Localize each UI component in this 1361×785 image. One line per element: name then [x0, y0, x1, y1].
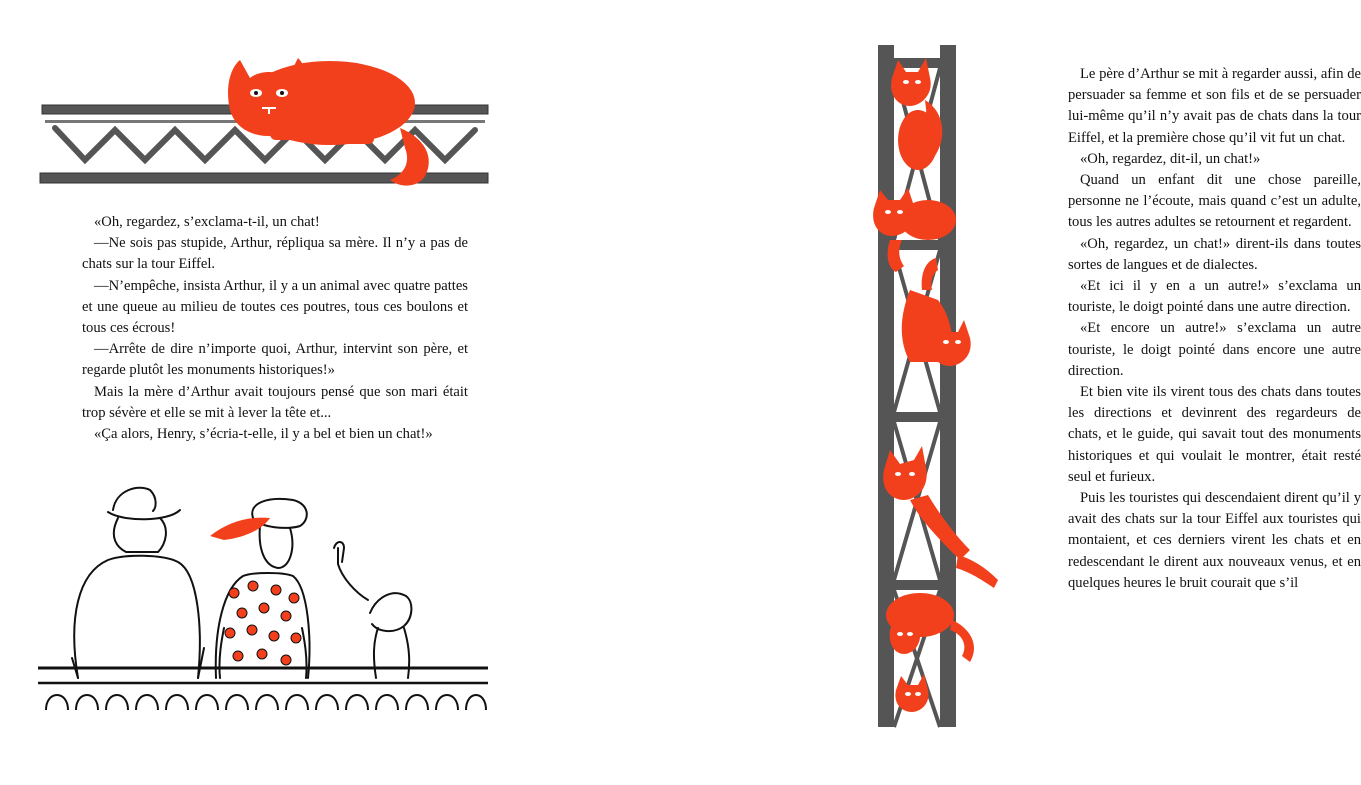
paragraph: Mais la mère d’Arthur avait toujours pensé que son mari était trop sévère et elle se mit à lever la tête et...: [82, 383, 468, 421]
paragraph: «Ça alors, Henry, s’écria-t-elle, il y a bel et bien un chat!»: [94, 426, 433, 443]
paragraph: Le père d’Arthur se mit à regarder aussi, afin de persuader sa femme et son fils et de se persuader lui-même qu’il n’y avait pas de chats dans la tour Eiffel, et la première chose qu’il vit fut un chat.: [1068, 66, 1361, 146]
paragraph: —Ne sois pas stupide, Arthur, répliqua sa mère. Il n’y a pas de chats sur la tour Eiffel.: [82, 235, 468, 273]
paragraph: Puis les touristes qui descendaient dirent qu’il y avait des chats sur la tour Eiffel aux touristes qui montaient, et ces derniers virent les chats et en redescendant le dirent aux nouveaux venus, et en quelques heures le bruit courait que s’il: [1068, 490, 1361, 591]
left-page: [0, 0, 512, 785]
paragraph: «Oh, regardez, un chat!» dirent-ils dans toutes sortes de langues et de dialectes.: [1068, 235, 1361, 273]
dress-pattern-icon: [225, 581, 301, 665]
paragraph: «Et encore un autre!» s’exclama un autre touriste, le doigt pointé dans encore une autre direction.: [1068, 320, 1361, 379]
paragraph: Quand un enfant dit une chose pareille, personne ne l’écoute, mais quand c’est un adulte, tous les autres adultes se retournent et regardent.: [1068, 172, 1361, 231]
red-cat-icon: [228, 58, 429, 186]
paragraph: «Et ici il y en a un autre!» s’exclama un touriste, le doigt pointé dans une autre direction.: [1068, 278, 1361, 316]
child-figure-icon: [334, 542, 411, 678]
family-illustration: [38, 478, 488, 718]
tower-cats-illustration: [870, 40, 1010, 730]
paragraph: «Oh, regardez, dit-il, un chat!»: [1080, 150, 1261, 167]
paragraph: —Arrête de dire n’importe quoi, Arthur, intervint son père, et regarde plutôt les monuments historiques!»: [82, 341, 468, 379]
paragraph: —N’empêche, insista Arthur, il y a un animal avec quatre pattes et une queue au milieu de toutes ces poutres, tous ces boulons et tous ces écrous!: [82, 277, 468, 337]
paragraph: Et bien vite ils virent tous des chats dans toutes les directions et devinrent des regardeurs de chats, et le guide, qui savait tout des monuments historiques et qui voulait le montrer, était resté seul et furieux.: [1068, 384, 1361, 485]
paragraph: «Oh, regardez, s’exclama-t-il, un chat!: [94, 214, 320, 230]
balustrade-icon: [38, 668, 488, 710]
right-text-column: [1068, 64, 1361, 594]
cat-on-girder-illustration: [40, 48, 490, 193]
father-figure-icon: [72, 488, 204, 678]
red-hat-icon: [210, 518, 270, 540]
left-text-column: [82, 212, 468, 445]
